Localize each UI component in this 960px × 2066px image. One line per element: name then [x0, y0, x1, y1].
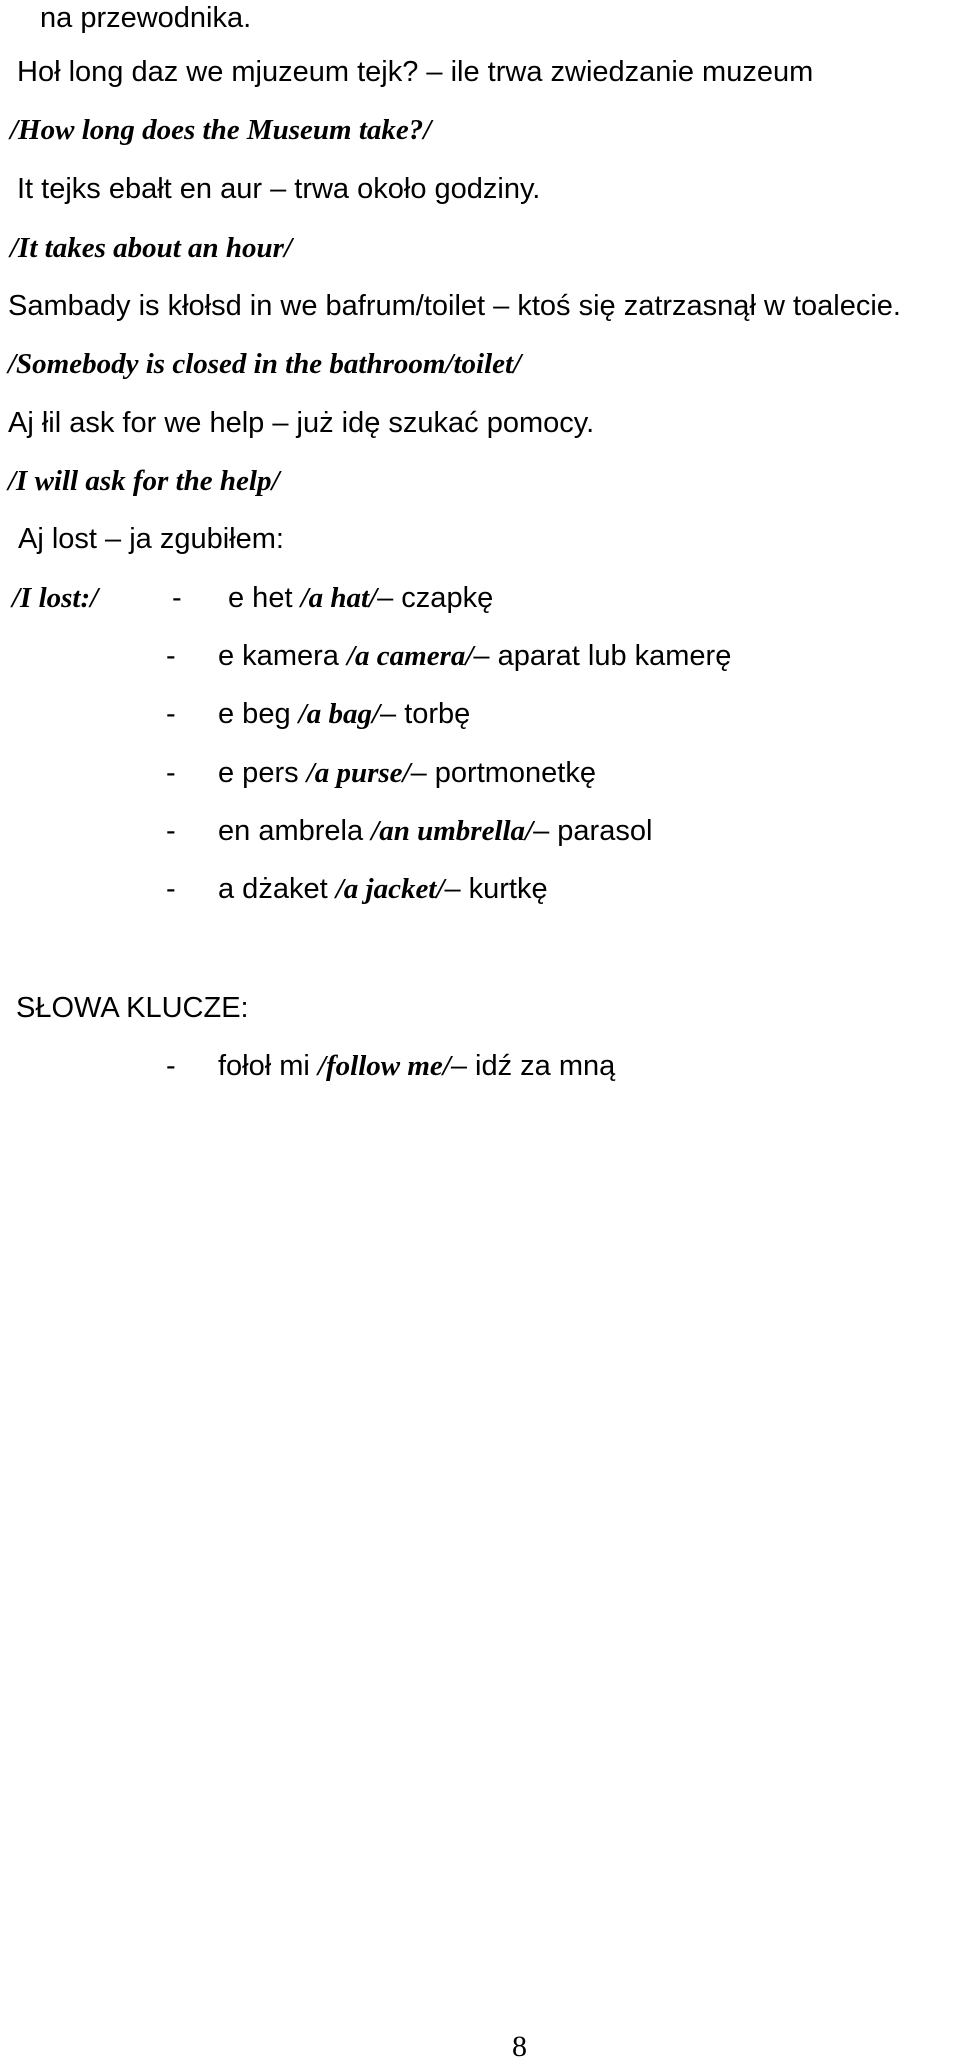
item-pron: en ambrela — [218, 815, 364, 847]
keyword-item-content — [218, 1048, 615, 1084]
list-item-content — [218, 696, 470, 732]
page-number: 8 — [512, 2030, 527, 2063]
list-item-content — [218, 638, 731, 674]
item-pl: – portmonetkę — [410, 757, 596, 789]
list-dash: - — [166, 757, 176, 789]
item-en: /follow me/ — [317, 1050, 451, 1082]
item-pron: fołoł mi — [218, 1050, 310, 1082]
item-pl: – idź za mną — [450, 1050, 616, 1082]
line-phrase-help-pron: Aj łil ask for we help – już idę szukać pomocy. — [8, 407, 595, 439]
item-en: /a purse/ — [306, 757, 411, 789]
item-pl: – aparat lub kamerę — [473, 640, 732, 672]
list-item-content — [228, 580, 493, 616]
line-phrase-lost-pron: Aj lost – ja zgubiłem: — [18, 523, 284, 555]
keywords-heading: SŁOWA KLUCZE: — [16, 992, 249, 1024]
list-dash: - — [166, 698, 176, 730]
line-phrase-toilet-en: /Somebody is closed in the bathroom/toilet/ — [8, 348, 522, 380]
item-pron: e het — [228, 582, 293, 614]
item-en: /a hat/ — [300, 582, 378, 614]
item-pron: a dżaket — [218, 873, 328, 905]
list-dash: - — [166, 640, 176, 672]
item-en: /a camera/ — [346, 640, 474, 672]
list-item-content — [218, 871, 548, 907]
item-pron: e pers — [218, 757, 299, 789]
item-pron: e kamera — [218, 640, 339, 672]
line-phrase-museum-en: /How long does the Museum take?/ — [10, 114, 432, 146]
list-dash: - — [166, 815, 176, 847]
line-phrase-toilet-pron: Sambady is kłołsd in we bafrum/toilet – ktoś się zatrzasnął w toalecie. — [8, 290, 901, 322]
lost-label: /I lost:/ — [12, 582, 99, 614]
list-dash: - — [172, 582, 182, 614]
line-phrase-hour-en: /It takes about an hour/ — [10, 232, 293, 264]
item-pron: e beg — [218, 698, 291, 730]
item-pl: – parasol — [533, 815, 653, 847]
line-phrase-hour-pron: It tejks ebałt en aur – trwa około godziny. — [17, 173, 541, 205]
line-phrase-help-en: /I will ask for the help/ — [8, 465, 280, 497]
list-item-content — [218, 755, 596, 791]
item-pl: – czapkę — [377, 582, 494, 614]
item-en: /a jacket/ — [335, 873, 445, 905]
item-en: /a bag/ — [298, 698, 381, 730]
item-en: /an umbrella/ — [371, 815, 534, 847]
list-item-content — [218, 813, 652, 849]
line-phrase-museum-pron: Hoł long daz we mjuzeum tejk? – ile trwa zwiedzanie muzeum — [17, 56, 814, 88]
item-pl: – torbę — [380, 698, 471, 730]
item-pl: – kurtkę — [444, 873, 548, 905]
list-dash: - — [166, 873, 176, 905]
list-dash: - — [166, 1050, 176, 1082]
line-guide-end: na przewodnika. — [40, 2, 252, 34]
